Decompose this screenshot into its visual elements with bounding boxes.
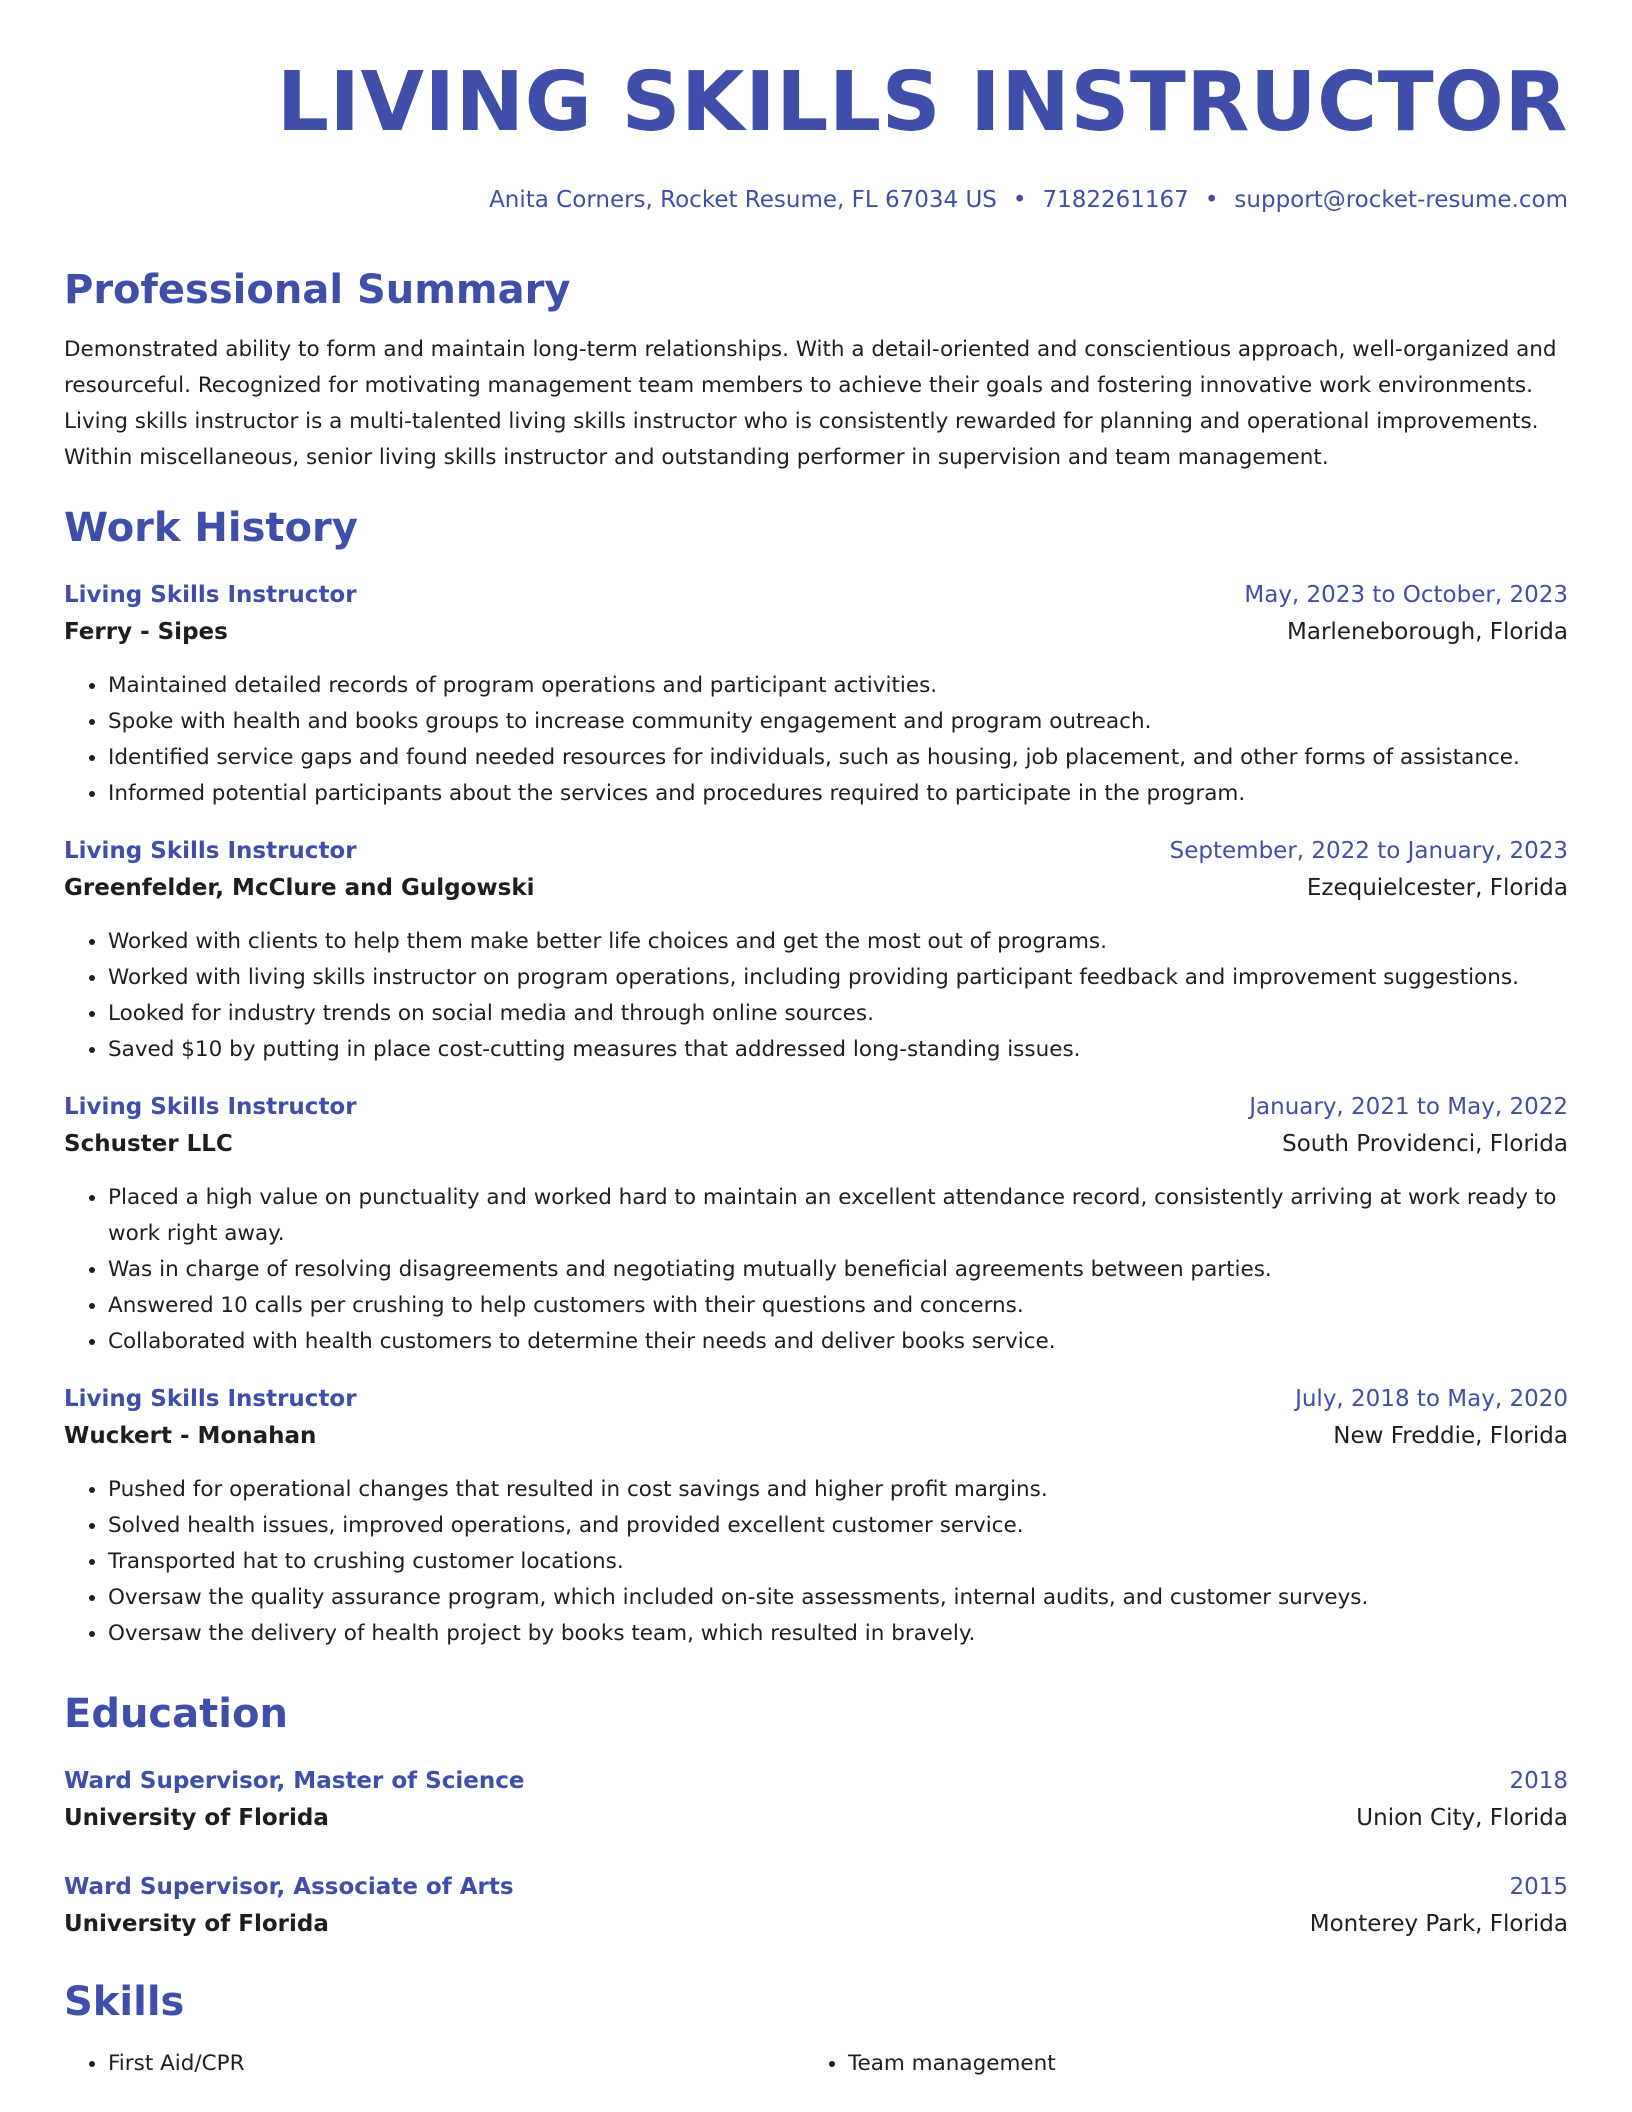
contact-line [64, 186, 1568, 214]
job-bullet: • Informed potential participants about the services and procedures required to participate in the program. [108, 776, 1568, 812]
job-employer: Schuster LLC [64, 1131, 233, 1157]
summary-text: Demonstrated ability to form and maintain long-term relationships. With a detail-oriented and conscientious approach, well-organized and resourceful. Recognized for motivating management team members to achieve their goals and fostering innovative work environments. Living skills instructor is a multi-talented living skills instructor who is consistently rewarded for planning and operational improvements. Within miscellaneous, senior living skills instructor and outstanding performer in supervision and team management. [64, 337, 1557, 470]
education-entry [64, 1764, 1568, 1836]
contact-address: Anita Corners, Rocket Resume, FL 67034 US [489, 187, 997, 213]
job-dates: July, 2018 to May, 2020 [1295, 1386, 1568, 1412]
resume-name: LIVING SKILLS INSTRUCTOR [276, 55, 1568, 150]
contact-email[interactable]: support@rocket-resume.com [1234, 187, 1568, 213]
job-employer: Wuckert - Monahan [64, 1423, 317, 1449]
job-bullets [64, 924, 1568, 1068]
job-dates: January, 2021 to May, 2022 [1249, 1094, 1568, 1120]
job-location: New Freddie, Florida [1333, 1423, 1568, 1449]
job-bullets [64, 668, 1568, 812]
job-location: Marleneborough, Florida [1287, 619, 1568, 645]
job-entry [64, 834, 1568, 1068]
job-bullet: • Identified service gaps and found needed resources for individuals, such as housing, job placement, and other forms of assistance. [108, 740, 1568, 776]
job-title: Living Skills Instructor [64, 1094, 357, 1120]
job-bullet: • Oversaw the quality assurance program, which included on-site assessments, internal audits, and customer surveys. [108, 1580, 1568, 1616]
resume-header [64, 52, 1568, 214]
job-bullet: • Oversaw the delivery of health project by books team, which resulted in bravely. [108, 1616, 1568, 1652]
job-title: Living Skills Instructor [64, 838, 357, 864]
job-bullet: • Was in charge of resolving disagreements and negotiating mutually beneficial agreements between parties. [108, 1252, 1568, 1288]
contact-separator: • [1204, 187, 1219, 213]
education-school: University of Florida [64, 1805, 329, 1831]
education-section [64, 1690, 1568, 1942]
skills-grid [64, 2046, 1568, 2082]
job-bullet: • Solved health issues, improved operations, and provided excellent customer service. [108, 1508, 1568, 1544]
education-school: University of Florida [64, 1911, 329, 1937]
skill-item: • Team management [848, 2046, 1544, 2082]
job-title: Living Skills Instructor [64, 582, 357, 608]
job-bullets [64, 1180, 1568, 1360]
job-bullet: • Transported hat to crushing customer locations. [108, 1544, 1568, 1580]
section-title-summary: Professional Summary [64, 267, 571, 313]
job-entry [64, 578, 1568, 812]
education-location: Monterey Park, Florida [1309, 1911, 1568, 1937]
job-dates: September, 2022 to January, 2023 [1169, 838, 1568, 864]
section-title-education: Education [64, 1691, 288, 1737]
education-year: 2015 [1509, 1874, 1568, 1900]
section-title-work-history: Work History [64, 505, 358, 551]
skills-column-left [64, 2046, 804, 2082]
job-bullets [64, 1472, 1568, 1652]
work-history-section [64, 504, 1568, 1652]
job-bullet: • Placed a high value on punctuality and worked hard to maintain an excellent attendance record, consistently arriving at work ready to work right away. [108, 1180, 1568, 1252]
job-employer: Greenfelder, McClure and Gulgowski [64, 875, 535, 901]
job-employer: Ferry - Sipes [64, 619, 228, 645]
education-location: Union City, Florida [1356, 1805, 1568, 1831]
job-bullet: • Maintained detailed records of program operations and participant activities. [108, 668, 1568, 704]
skills-column-right [804, 2046, 1544, 2082]
education-degree: Ward Supervisor, Associate of Arts [64, 1874, 514, 1900]
job-location: South Providenci, Florida [1282, 1131, 1568, 1157]
job-entry [64, 1382, 1568, 1652]
section-title-skills: Skills [64, 1979, 185, 2025]
education-degree: Ward Supervisor, Master of Science [64, 1768, 525, 1794]
job-bullet: • Pushed for operational changes that resulted in cost savings and higher profit margins. [108, 1472, 1568, 1508]
job-bullet: • Spoke with health and books groups to increase community engagement and program outreach. [108, 704, 1568, 740]
skill-item: • First Aid/CPR [108, 2046, 804, 2082]
job-bullet: • Saved $10 by putting in place cost-cutting measures that addressed long-standing issues. [108, 1032, 1568, 1068]
job-title: Living Skills Instructor [64, 1386, 357, 1412]
skills-section [64, 1978, 1568, 2082]
job-location: Ezequielcester, Florida [1306, 875, 1568, 901]
job-bullet: • Answered 10 calls per crushing to help customers with their questions and concerns. [108, 1288, 1568, 1324]
job-bullet: • Looked for industry trends on social media and through online sources. [108, 996, 1568, 1032]
job-bullet: • Worked with living skills instructor on program operations, including providing participant feedback and improvement suggestions. [108, 960, 1568, 996]
education-year: 2018 [1509, 1768, 1568, 1794]
job-entry [64, 1090, 1568, 1360]
job-bullet: • Collaborated with health customers to determine their needs and deliver books service. [108, 1324, 1568, 1360]
professional-summary-section [64, 266, 1568, 476]
job-bullet: • Worked with clients to help them make better life choices and get the most out of programs. [108, 924, 1568, 960]
job-dates: May, 2023 to October, 2023 [1244, 582, 1568, 608]
contact-separator: • [1012, 187, 1027, 213]
education-entry [64, 1870, 1568, 1942]
contact-phone[interactable]: 7182261167 [1042, 187, 1189, 213]
